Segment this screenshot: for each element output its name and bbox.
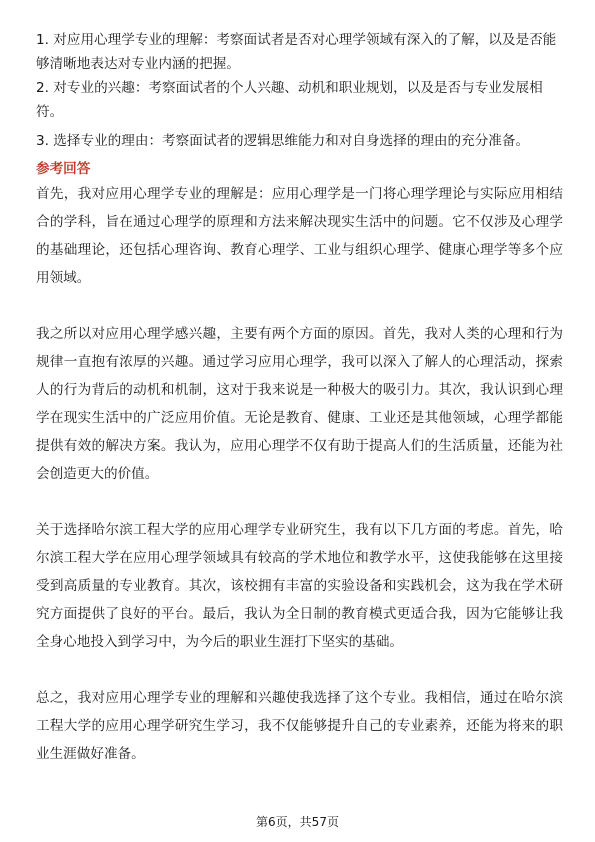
criterion-1: 1. 对应用心理学专业的理解：考察面试者是否对心理学领域有深入的了解，以及是否能够清晰地表达对专业内涵的把握。: [36, 32, 557, 72]
answer-heading: 参考回答: [36, 161, 91, 177]
criterion-3: 3. 选择专业的理由：考察面试者的逻辑思维能力和对自身选择的理由的充分准备。: [36, 133, 530, 149]
answer-paragraph-3: 关于选择哈尔滨工程大学的应用心理学专业研究生，我有以下几方面的考虑。首先，哈尔滨工程大学在应用心理学领域具有较高的学术地位和教学水平，这使我能够在这里接受到高质量的专业教育。其次，该校拥有丰富的实验设备和实践机会，这为我在学术研究方面提供了良好的平台。最后，我认为全日制的教育模式更适合我，因为它能够让我全身心地投入到学习中，为今后的职业生涯打下坚实的基础。: [36, 522, 563, 650]
answer-paragraph-2: 我之所以对应用心理学感兴趣，主要有两个方面的原因。首先，我对人类的心理和行为规律一直抱有浓厚的兴趣。通过学习应用心理学，我可以深入了解人的心理活动，探索人的行为背后的动机和机制，这对于我来说是一种极大的吸引力。其次，我认识到心理学在现实生活中的广泛应用价值。无论是教育、健康、工业还是其他领域，心理学都能提供有效的解决方案。我认为，应用心理学不仅有助于提高人们的生活质量，还能为社会创造更大的价值。: [36, 326, 563, 482]
answer-paragraph-4: 总之，我对应用心理学专业的理解和兴趣使我选择了这个专业。我相信，通过在哈尔滨工程大学的应用心理学研究生学习，我不仅能够提升自己的专业素养，还能为将来的职业生涯做好准备。: [36, 690, 563, 762]
criterion-2: 2. 对专业的兴趣：考察面试者的个人兴趣、动机和职业规划，以及是否与专业发展相符。: [36, 80, 543, 120]
answer-paragraph-1: 首先，我对应用心理学专业的理解是：应用心理学是一门将心理学理论与实际应用相结合的学科，旨在通过心理学的原理和方法来解决现实生活中的问题。它不仅涉及心理学的基础理论，还包括心理咨询、教育心理学、工业与组织心理学、健康心理学等多个应用领域。: [36, 186, 563, 286]
document-page: [36, 28, 563, 768]
page-number-footer: 第6页，共57页: [256, 815, 339, 829]
